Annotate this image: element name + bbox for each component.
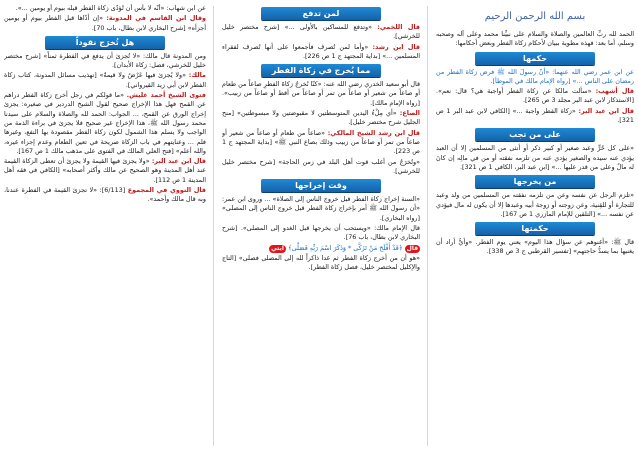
section-heading-man-yukhrij: من يخرجها	[475, 175, 595, 188]
column-right	[436, 4, 634, 448]
top-shihab: عن ابن شهاب: «أنّه لا بأس أن تُؤدّى زكاة الفطر قبله بيوم أو يومين ...».	[15, 4, 206, 12]
hal-ibn-abd-albarr: قال ابن عبد البر: «ولا يجزئ فيها القيمة ولا يجزئ أن تعطى الزكاة القيمة عند أهل المدينة وهو الصحيح عن مالك وأكثر أصحابه» [الكافي في فقه أهل المدينة 1 ص 112].	[4, 157, 206, 184]
man-yukhrij-text: «تلزم الرجل عن نفسه وعن من تلزمه نفقته من المسلمين من ولد وعبد للتجارة أو للقِنية، وعن زوجته أو زوجة أبيه وعبدها إلا أن يكون له مال فيؤدي عن نفسه ...» [التلقين للإمام المازري 1 ص 167].	[436, 191, 634, 218]
waqt-text: «السنة إخراج زكاة الفطر قبل خروج الناس إلى الصلاة» ... وروى ابن عمر: «أن رسولَ الله ﷺ أمر بإخراج زكاة الفطر قبل خروج الناس إلى المصلى» [رواه البخاري].	[222, 195, 420, 222]
column-middle	[222, 4, 420, 448]
waqt-end: «هو أن من أخرج زكاة الفطر ثم غدا ذاكراً لله إلى المصلى فصلى» [التاج والإكليل لمختصر خليل، فصل زكاة الفطر].	[222, 253, 420, 272]
mimma-khalil: «وتُخرَجُ من أغلب قوت أهل البلد في زمن الحاجة» [شرح مختصر خليل للخرشي].	[222, 157, 420, 175]
section-heading-waqt: وقت إخراجها	[261, 179, 381, 192]
tag-label: قال	[406, 244, 418, 252]
mimma-hadith: قال أبو سعيد الخدري رضي الله عنه: «كنّا نُخرجُ زكاةَ الفطرِ صاعاً من طعام أو صاعاً من شعير أو صاعاً من تمر أو صاعاً من أقط أو صاعاً من زبيب». [رواه الإمام مالك].	[222, 80, 420, 107]
section-heading-hukm: حكمها	[475, 52, 595, 65]
hukm-ashhab: قال أشهب: «سألت مالكا عن زكاة الفطر أواجبة هي؟ قال: نعم». [الاستذكار لابن عبد البر مجلد 3 ص 265].	[436, 87, 634, 105]
column-divider	[213, 6, 214, 446]
hal-nawawi: قال النووي في المجموع [6/113]: «لا تجزئ القيمة في الفطرة عندنا، وبه قال مالك وأحمد».	[4, 186, 206, 204]
waqt-bukhari: قال الإمام مالك: «ويستحب أن يخرجها قبل الغدو إلى المصلى». [شرح البخاري لابن بطال، باب 76].	[222, 224, 420, 242]
section-heading-hikma: حكمتها	[475, 222, 595, 235]
basmala-calligraphy: بسم الله الرحمن الرحيم	[484, 11, 586, 22]
hikma-text: قال ﷺ: «أغنوهم عن سؤال هذا اليوم» يعني يوم الفطر. «وأيُّ أراد أن يغنيها بما يسدُّ حاجتهم» [تفسير القرطبي ج 3 ص 338].	[436, 238, 634, 256]
column-left	[4, 4, 206, 448]
hukm-hadith: عن ابن عمر رضي الله عنهما: «أنّ رسولَ الله ﷺ فرض زكاة الفطر من رمضان على الناس ...» [رواه الإمام مالك في الموطأ].	[436, 67, 634, 85]
column-divider	[427, 6, 428, 446]
top-ibn-qasim: وقال ابن القاسم في المدونة: «إن أدّاها قبل الفطر بيوم أو يومين أجزأه» [شرح البخاري لابن بطال، باب 70].	[4, 14, 206, 32]
liman-ibn-rushd: قال ابن رشد: «وأما لمن تُصرف فأجمعوا على أنها تُصرف لفقراء المسلمين ...» [بداية المجتهد ج 1 ص 226].	[222, 42, 420, 60]
waqt-ayah-line	[222, 244, 420, 253]
hal-malik: مالك: «ولا يُجزئ فيها عَرْضٌ ولا قيمةٌ» [تهذيب مسائل المدونة، كتاب زكاة الفطر لابن أبي زيد القيرواني].	[4, 71, 206, 89]
quran-ayah: ﴿قَدْ أَفْلَحَ مَنْ تَزَكَّى * وَذَكَرَ اسْمَ رَبِّهِ فَصَلَّى﴾	[287, 243, 403, 252]
hukm-ibn-abd-albarr: قال ابن عبد البر: «زكاة الفطر واجبة ...» [الكافي لابن عبد البر 1 ص 321].	[436, 106, 634, 125]
section-heading-mimma: مما يُخرج في زكاة الفطر	[261, 64, 381, 77]
mimma-sa: الصاع: «أي مِلْءُ اليدين المتوسطتين لا مقبوضتين ولا مبسوطتين» [منح الجليل شرح مختصر خليل].	[222, 109, 420, 127]
tag-label: ايتي	[271, 244, 284, 252]
hal-shaykh-illish: فتوى الشيخ أحمد عليش. «ما قولكم في رجل أخرج زكاة الفطر دراهم عن القمح فهل هذا الإخراج صحيح لقول الشيخ الدردير في صغيره: يجزئ إخراج الورق عن القمح، ... الجواب: الحمد لله والصلاة والسلام على سيدنا محمد رسول الله ﷺ، هذا الإخراج غير صحيح فلا يجزئ في براءة الذمة من الواجب ولا يسلم هذا الشمول لكون زكاة الفطر مقصودة بها النفع، وغيرها فلم ... وعنايتهم في باب الزكاة صريحة في تعين الطعام وعدم إجزاء غيره، والله أعلم» [فتح العلي المالك في الفتوى على مذهب مالك 1 ص 167].	[4, 91, 206, 155]
intro-paragraph: الحمد لله ربِّ العالمين والصلاة والسلام على نبيِّنا محمد وعلى آله وصحبه وسلم، أما بعد: فهذه مطوية ببيان لأحكام زكاة الفطر وبعض أحكامها:	[436, 30, 634, 48]
section-heading-hal: هل تُخرَج نقوداً	[45, 36, 165, 49]
ala-man-text: «على كل حُرٍّ وعبد صغير أو كبير ذكر أو أنثى من المسلمين إلا أن العبد يؤدي عنه سيده والصغير يؤدي عنه من تلزمه نفقته أو من في مالِه إن كانَ له مالٌ وعلى من قدر عليها ...» [ابن عبد البر، الكافي 1 ص 321].	[436, 144, 634, 171]
section-heading-ala-man: على من تجب	[475, 128, 595, 141]
mimma-ibn-rushd: قال ابن رشد الشيخ المالكي: «صاعاً من طعام أو صاعاً من شعير أو صاعاً من تمر أو صاعاً من زبيب وذلك بصاع النبي ﷺ» [بداية المجتهد ج 1 ص 223].	[222, 128, 420, 156]
hal-mudawwana: ومن المدونة قال مالك: «لا تُجزئ أن يدفع في الفطرة ثمناً» [شرح مختصر خليل للخرشي، فصل: زكاة الأبدان].	[4, 51, 206, 70]
liman-lakhmi: قال اللخمي: «وتدفع للمساكين بالأولى ...» [شرح مختصر خليل للخرشي].	[222, 23, 420, 41]
section-heading-liman: لمن تدفع	[261, 7, 381, 20]
